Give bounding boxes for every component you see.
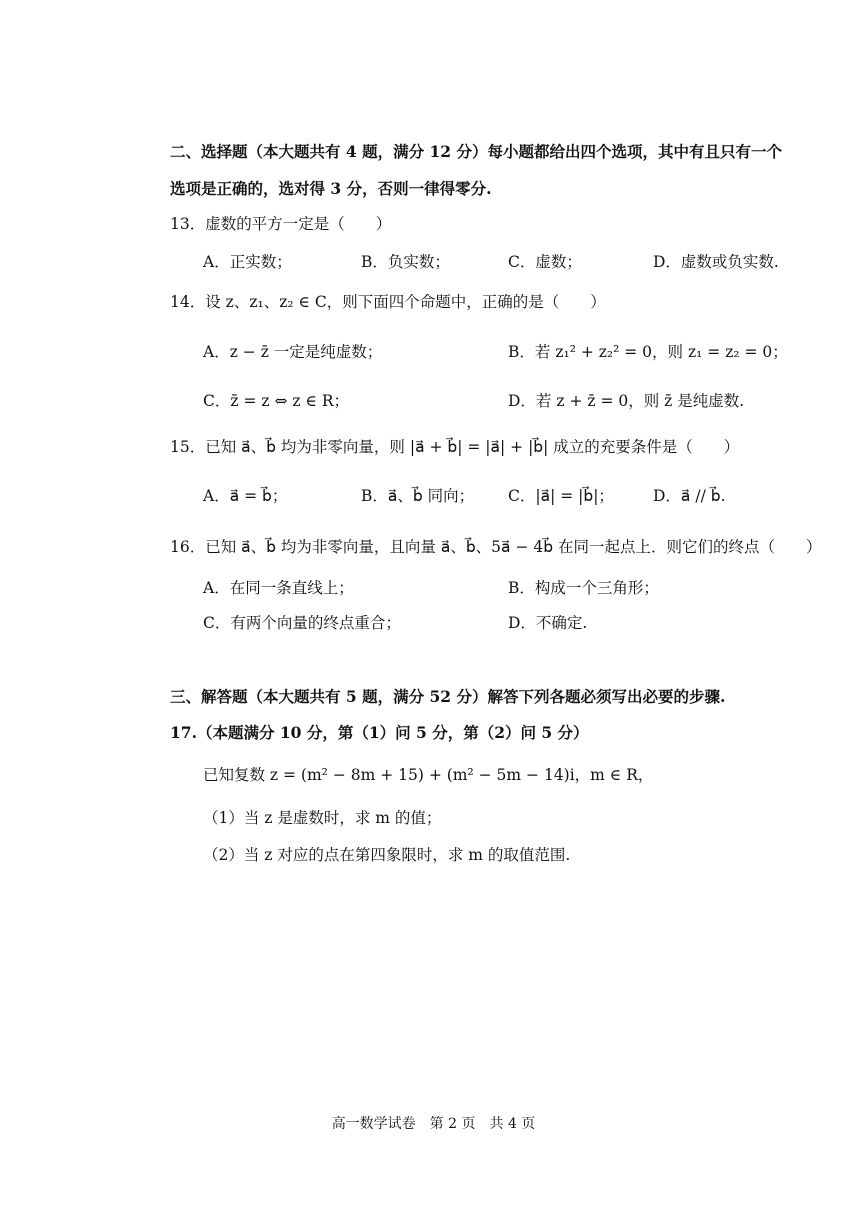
q14-option-d: D．若 z + z̄ = 0，则 z̄ 是纯虚数. [508, 392, 745, 410]
section2-header-line1: 二、选择题（本大题共有 4 题，满分 12 分）每小题都给出四个选项，其中有且只有一个 [170, 142, 782, 161]
q13-stem: 13．虚数的平方一定是（ ） [170, 215, 392, 233]
section2-header-line2: 选项是正确的，选对得 3 分，否则一律得零分. [170, 179, 492, 198]
q14-option-a: A．z − z̄ 一定是纯虚数； [203, 343, 383, 361]
q13-option-c: C．虚数； [508, 253, 582, 271]
q16-option-a: A．在同一条直线上； [203, 579, 354, 597]
q16-stem: 16．已知 a⃗、b⃗ 均为非零向量，且向量 a⃗、b⃗、5a⃗ − 4b⃗ 在同一起点上．则它们的终点（ ） [170, 538, 822, 556]
q17-part1: （1）当 z 是虚数时，求 m 的值； [203, 809, 442, 827]
q14-option-b: B．若 z₁² + z₂² = 0，则 z₁ = z₂ = 0； [508, 343, 788, 361]
q13-option-b: B．负实数； [361, 253, 450, 271]
page-footer: 高一数学试卷 第 2 页 共 4 页 [331, 1116, 536, 1132]
q17-given: 已知复数 z = (m² − 8m + 15) + (m² − 5m − 14)i，m ∈ R， [203, 766, 654, 784]
q14-option-c: C．z̄ = z ⇔ z ∈ R； [203, 392, 350, 410]
q15-option-d: D．a⃗ // b⃗. [653, 487, 726, 505]
q15-stem: 15．已知 a⃗、b⃗ 均为非零向量，则 |a⃗ + b⃗| = |a⃗| + |b⃗| 成立的充要条件是（ ） [170, 438, 740, 456]
q17-part2: （2）当 z 对应的点在第四象限时，求 m 的取值范围. [203, 846, 571, 864]
q15-option-b: B．a⃗、b⃗ 同向； [361, 487, 475, 505]
q16-option-c: C．有两个向量的终点重合； [203, 614, 401, 632]
q13-option-d: D．虚数或负实数. [653, 253, 779, 271]
q16-option-b: B．构成一个三角形； [508, 579, 659, 597]
q15-option-c: C．|a⃗| = |b⃗|； [508, 487, 614, 505]
q17-title: 17.（本题满分 10 分，第（1）问 5 分，第（2）问 5 分） [170, 723, 589, 742]
section3-header: 三、解答题（本大题共有 5 题，满分 52 分）解答下列各题必须写出必要的步骤. [170, 687, 726, 706]
q14-stem: 14．设 z、z₁、z₂ ∈ C，则下面四个命题中，正确的是（ ） [170, 293, 606, 311]
q16-option-d: D．不确定. [508, 614, 588, 632]
q13-option-a: A．正实数； [203, 253, 292, 271]
q15-option-a: A．a⃗ = b⃗； [203, 487, 288, 505]
